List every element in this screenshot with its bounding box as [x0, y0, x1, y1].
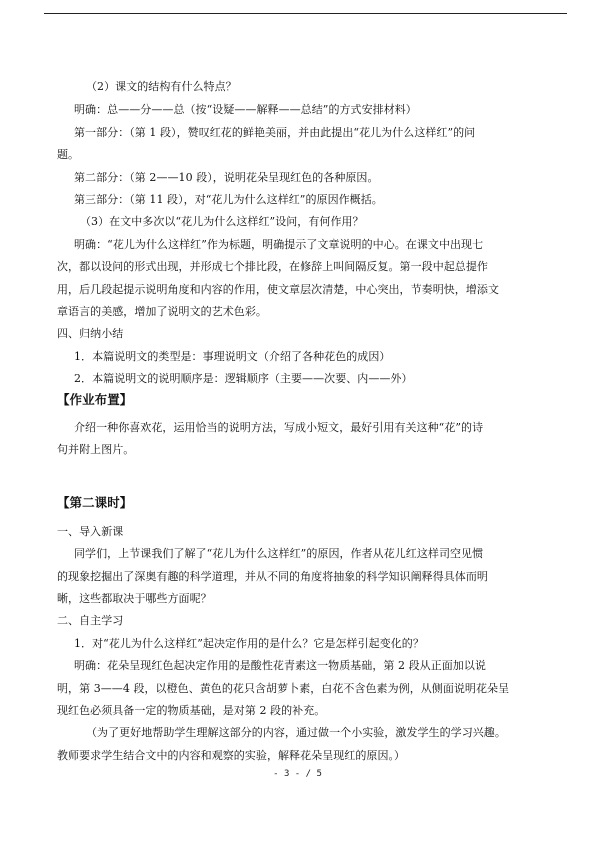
summary-item-2: 2．本篇说明文的说明顺序是：逻辑顺序（主要——次要、内——外）	[74, 372, 413, 385]
answer-structure: 明确：总——分——总（按“设疑——解释——总结”的方式安排材料）	[74, 103, 417, 116]
experiment-note-line-1: （为了更好地帮助学生理解这部分的内容，通过做一个小实验，激发学生的学习兴趣。	[86, 726, 506, 739]
self-study-question-1: 1．对“花儿为什么这样红”起决定作用的是什么？它是怎样引起变化的？	[74, 637, 424, 650]
intro-line-3: 晰，这些都取决于哪些方面呢？	[57, 592, 212, 605]
answer-repetition-line-1: 明确：“花儿为什么这样红”作为标题，明确提示了文章说明的中心。在课文中出现七	[74, 238, 484, 251]
self-study-answer-line-3: 现红色必须具备一定的物质基础，是对第 2 段的补充。	[57, 704, 326, 717]
self-study-answer-line-2: 明，第 3——4 段，以橙色、黄色的花只含胡萝卜素，白花不含色素为例，从侧面说明花朵呈	[57, 682, 510, 695]
answer-repetition-line-3: 用，后几段起提示说明角度和内容的作用，使文章层次清楚，中心突出，节奏明快，增添文	[57, 283, 499, 296]
page-number: - 3 - / 5	[273, 769, 322, 779]
question-structure: （2）课文的结构有什么特点？	[86, 80, 237, 93]
homework-line-2: 句并附上图片。	[57, 443, 135, 456]
part-one-line-2: 题。	[57, 148, 80, 161]
part-three: 第三部分：（第 11 段），对“花儿为什么这样红”的原因作概括。	[74, 193, 383, 206]
question-repetition: （3）在文中多次以“花儿为什么这样红”设问，有何作用？	[80, 215, 364, 228]
intro-line-1: 同学们，上节课我们了解了“花儿为什么这样红”的原因，作者从花儿红这样司空见惯	[74, 547, 484, 560]
homework-line-1: 介绍一种你喜欢花，运用恰当的说明方法，写成小短文，最好引用有关这种“花”的诗	[74, 421, 484, 434]
experiment-note-line-2: 教师要求学生结合文中的内容和观察的实验，解释花朵呈现红的原因。）	[57, 749, 406, 762]
part-one-line-1: 第一部分：（第 1 段），赞叹红花的鲜艳美丽，并由此提出“花儿为什么这样红”的问	[74, 126, 476, 139]
part-two: 第二部分：（第 2——10 段），说明花朵呈现红色的各种原因。	[74, 171, 379, 184]
answer-repetition-line-4: 章语言的美感，增加了说明文的艺术色彩。	[57, 305, 267, 318]
section-self-study-heading: 二、自主学习	[57, 614, 124, 627]
section-intro-heading: 一、导入新课	[57, 525, 124, 538]
self-study-answer-line-1: 明确：花朵呈现红色起决定作用的是酸性花青素这一物质基础，第 2 段从正面加以说	[74, 659, 486, 672]
intro-line-2: 的现象挖掘出了深奥有趣的科学道理，并从不同的角度将抽象的科学知识阐释得具体而明	[57, 570, 488, 583]
second-lesson-heading: 【第二课时】	[57, 496, 133, 510]
section-summary-heading: 四、归纳小结	[57, 327, 124, 340]
homework-heading: 【作业布置】	[57, 393, 133, 407]
summary-item-1: 1．本篇说明文的类型是：事理说明文（介绍了各种花色的成因）	[74, 350, 391, 363]
answer-repetition-line-2: 次，都以设问的形式出现，并形成七个排比段，在修辞上叫间隔反复。第一段中起总提作	[57, 260, 488, 273]
